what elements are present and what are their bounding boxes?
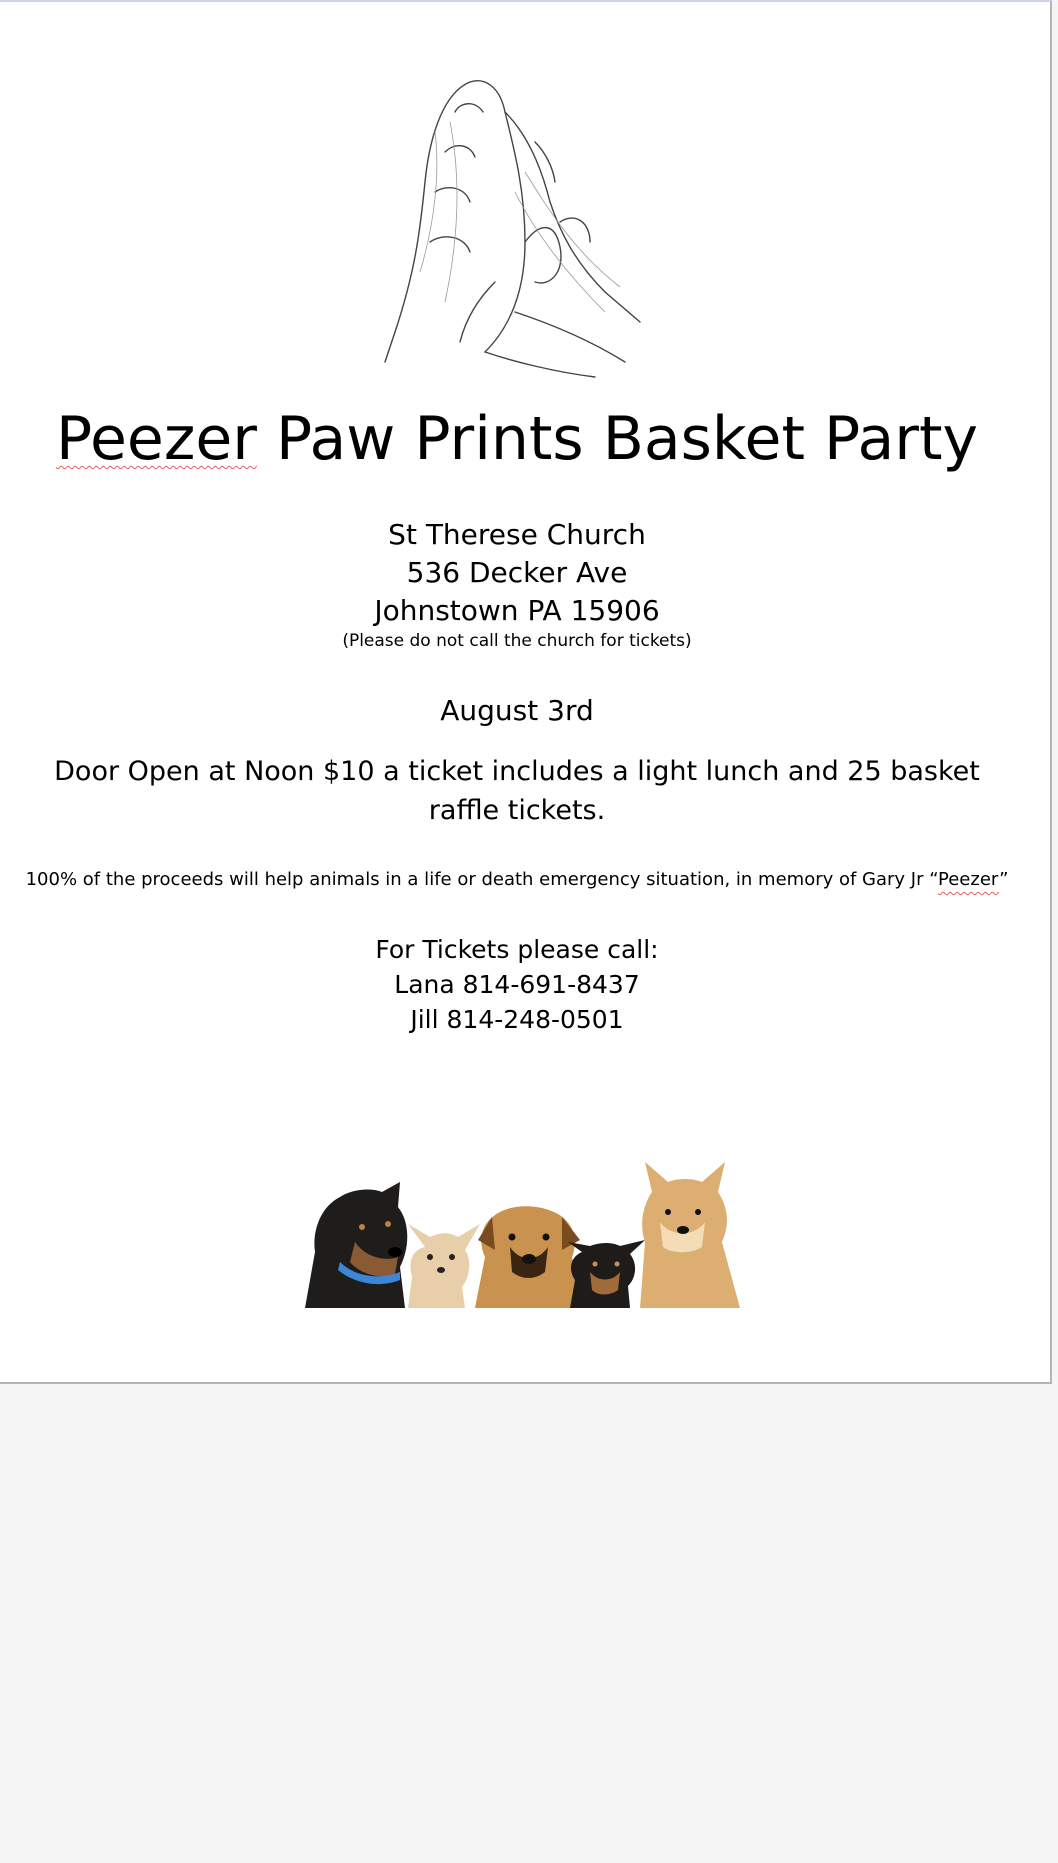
address-line-2: 536 Decker Ave: [406, 556, 628, 589]
page-title: [0, 404, 1034, 474]
ticket-note: (Please do not call the church for tickets): [342, 631, 692, 651]
dog-chihuahua-icon: [408, 1224, 480, 1308]
contact-jill: Jill 814-248-0501: [410, 1005, 624, 1034]
proceeds-text: [0, 868, 1034, 892]
door-info: Door Open at Noon $10 a ticket includes a light lunch and 25 basket raffle tickets.: [54, 756, 980, 826]
contact-heading: For Tickets please call:: [375, 935, 659, 964]
proceeds-prefix: 100% of the proceeds will help animals in a life or death emergency situation, in memory of Gary Jr “: [25, 869, 939, 890]
contact-block: [0, 932, 1034, 1037]
paw-and-hand-illustration: [375, 72, 655, 382]
proceeds-suffix: ”: [999, 869, 1009, 890]
address-block: [0, 516, 1034, 630]
dogs-photo: [300, 1162, 745, 1308]
spellcheck-word: Peezer: [938, 869, 1000, 890]
contact-lana: Lana 814-691-8437: [394, 970, 640, 999]
dog-small-black-icon: [568, 1240, 645, 1308]
address-line-1: St Therese Church: [388, 518, 646, 551]
event-date: August 3rd: [440, 694, 594, 727]
title-text: Paw Prints Basket Party: [256, 404, 979, 474]
dog-black-icon: [305, 1182, 407, 1308]
address-line-3: Johnstown PA 15906: [374, 594, 660, 627]
dog-shiba-icon: [640, 1162, 740, 1308]
spellcheck-word: Peezer: [55, 404, 257, 474]
dog-tan-icon: [475, 1206, 582, 1308]
